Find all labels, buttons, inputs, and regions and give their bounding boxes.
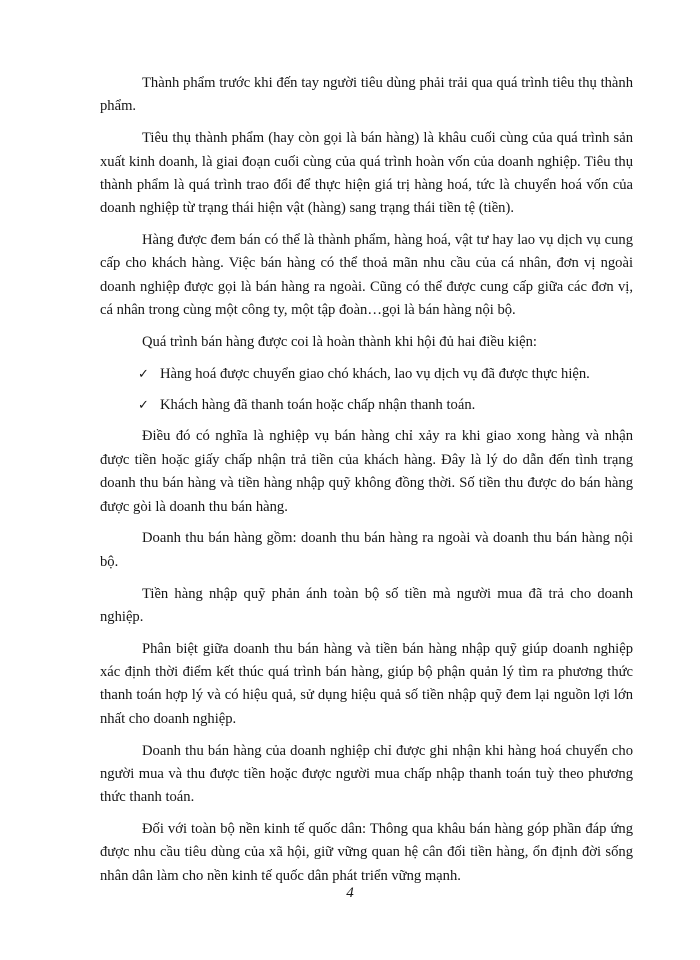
paragraph-4: Quá trình bán hàng được coi là hoàn thành khi hội đủ hai điều kiện: (142, 333, 537, 350)
check-mark-icon: ✓ (138, 398, 149, 414)
paragraph-8: Phân biệt giữa doanh thu bán hàng và tiền bán hàng nhập quỹ giúp doanh nghiệp xác định thời điểm kết thúc quá trình bán hàng, giúp bộ phận quản lý tìm ra phương thức thanh toán hợp lý và có hiệu quả, sử dụng hiệu quả số tiền nhập quỹ đem lại nguồn lợi lớn nhất cho doanh nghiệp. (100, 640, 633, 727)
document-page (100, 72, 633, 888)
paragraph-1: Thành phẩm trước khi đến tay người tiêu dùng phải trải qua quá trình tiêu thụ thành phẩm. (100, 75, 633, 115)
list-item-text: Khách hàng đã thanh toán hoặc chấp nhận thanh toán. (160, 397, 476, 414)
paragraph-10: Đối với toàn bộ nền kinh tế quốc dân: Thông qua khâu bán hàng góp phần đáp ứng được nhu cầu tiêu dùng của xã hội, giữ vững quan hệ cân đối tiền hàng, ổn định đời sống nhân dân làm cho nền kinh tế quốc dân phát triển vững mạnh. (100, 821, 633, 884)
check-mark-icon: ✓ (138, 366, 149, 382)
paragraph-5: Điều đó có nghĩa là nghiệp vụ bán hàng chỉ xảy ra khi giao xong hàng và nhận được tiền hoặc giấy chấp nhận trả tiền của khách hàng. Đây là lý do dẫn đến tình trạng doanh thu bán hàng và tiền hàng nhập quỹ không đồng thời. Số tiền thu được do bán hàng được gòi là doanh thu bán hàng. (100, 428, 633, 515)
paragraph-6: Doanh thu bán hàng gồm: doanh thu bán hàng ra ngoài và doanh thu bán hàng nội bộ. (100, 530, 633, 570)
list-item (100, 363, 633, 386)
paragraph-9: Doanh thu bán hàng của doanh nghiệp chỉ được ghi nhận khi hàng hoá chuyển cho người mua và thu được tiền hoặc được người mua chấp nhập thanh toán tuỳ theo phương thức thanh toán. (100, 742, 633, 806)
paragraph-2: Tiêu thụ thành phẩm (hay còn gọi là bán hàng) là khâu cuối cùng của quá trình sản xuất kinh doanh, là giai đoạn cuối cùng của quá trình hoàn vốn của doanh nghiệp. Tiêu thụ thành phẩm là quá trình trao đổi để thực hiện giá trị hàng hoá, tức là chuyển hoá vốn của doanh nghiệp từ trạng thái hiện vật (hàng) sang trạng thái tiền tệ (tiền). (100, 130, 633, 217)
conditions-list (100, 363, 633, 418)
paragraph-7: Tiền hàng nhập quỹ phản ánh toàn bộ số tiền mà người mua đã trả cho doanh nghiệp. (100, 585, 633, 625)
list-item-text: Hàng hoá được chuyển giao chó khách, lao vụ dịch vụ đã được thực hiện. (160, 365, 590, 382)
paragraph-3: Hàng được đem bán có thể là thành phẩm, hàng hoá, vật tư hay lao vụ dịch vụ cung cấp cho khách hàng. Việc bán hàng có thể thoả mãn nhu cầu của cá nhân, đơn vị ngoài doanh nghiệp được gọi là bán hàng ra ngoài. Cũng có thể được cung cấp giữa các đơn vị, cá nhân trong cùng một công ty, một tập đoàn…gọi là bán hàng nội bộ. (100, 232, 633, 319)
list-item (100, 394, 633, 417)
page-number: 4 (346, 885, 354, 901)
